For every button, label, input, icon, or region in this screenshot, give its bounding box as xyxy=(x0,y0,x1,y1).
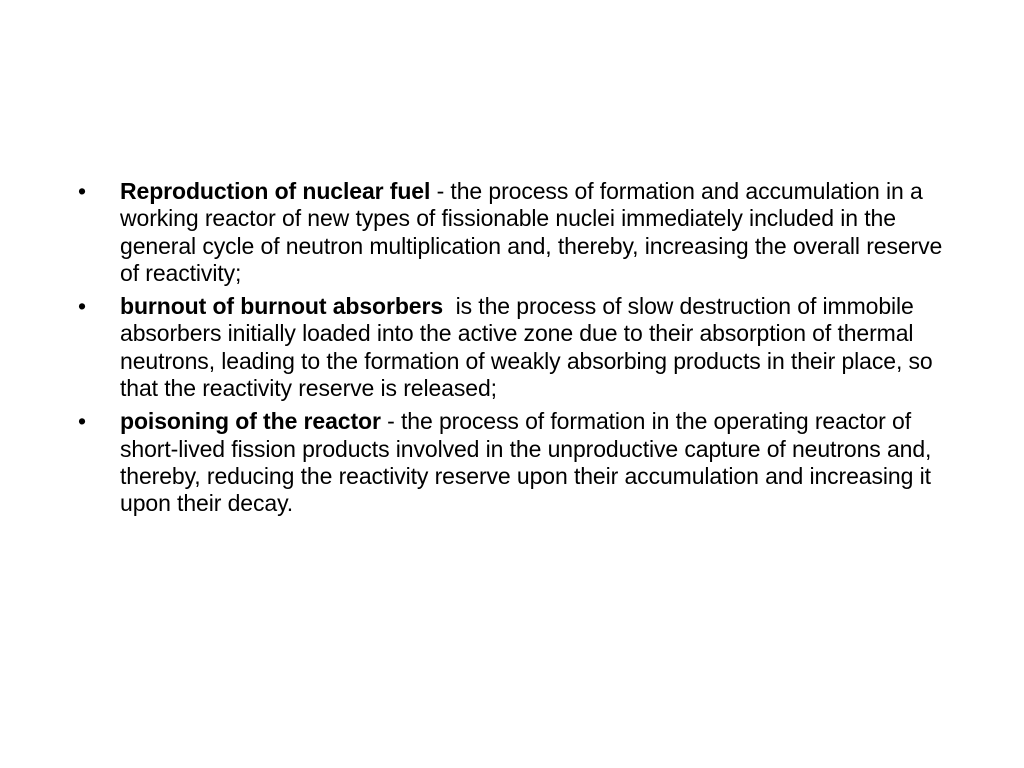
bullet-icon: • xyxy=(78,408,86,435)
bullet-icon: • xyxy=(78,178,86,204)
definition-text: - the process of formation in the operating reactor of short-lived fission products involved in the unproductive capture of neutrons and, thereby, reducing the reactivity reserve upon their accumulation and increasing it upon their decay. xyxy=(120,408,932,517)
definition-text: is the process of slow destruction of immobile absorbers initially loaded into the active zone due to their absorption of thermal neutrons, leading to the formation of weakly absorbing products in their place, so that the reactivity reserve is released; xyxy=(120,293,939,402)
list-item xyxy=(78,408,948,517)
definition-text: - the process of formation and accumulation in a working reactor of new types of fissionable nuclei immediately included in the general cycle of neutron multiplication and, thereby, increasing the overall reserve of reactivity; xyxy=(120,178,943,286)
list-item xyxy=(78,293,948,402)
term-poisoning-of-the-reactor: poisoning of the reactor xyxy=(120,408,381,435)
list-item xyxy=(78,178,948,287)
term-reproduction-of-nuclear-fuel: Reproduction of nuclear fuel xyxy=(120,178,431,204)
bullet-list xyxy=(78,178,948,524)
term-burnout-of-burnout-absorbers: burnout of burnout absorbers xyxy=(120,293,444,320)
bullet-icon: • xyxy=(78,293,86,320)
